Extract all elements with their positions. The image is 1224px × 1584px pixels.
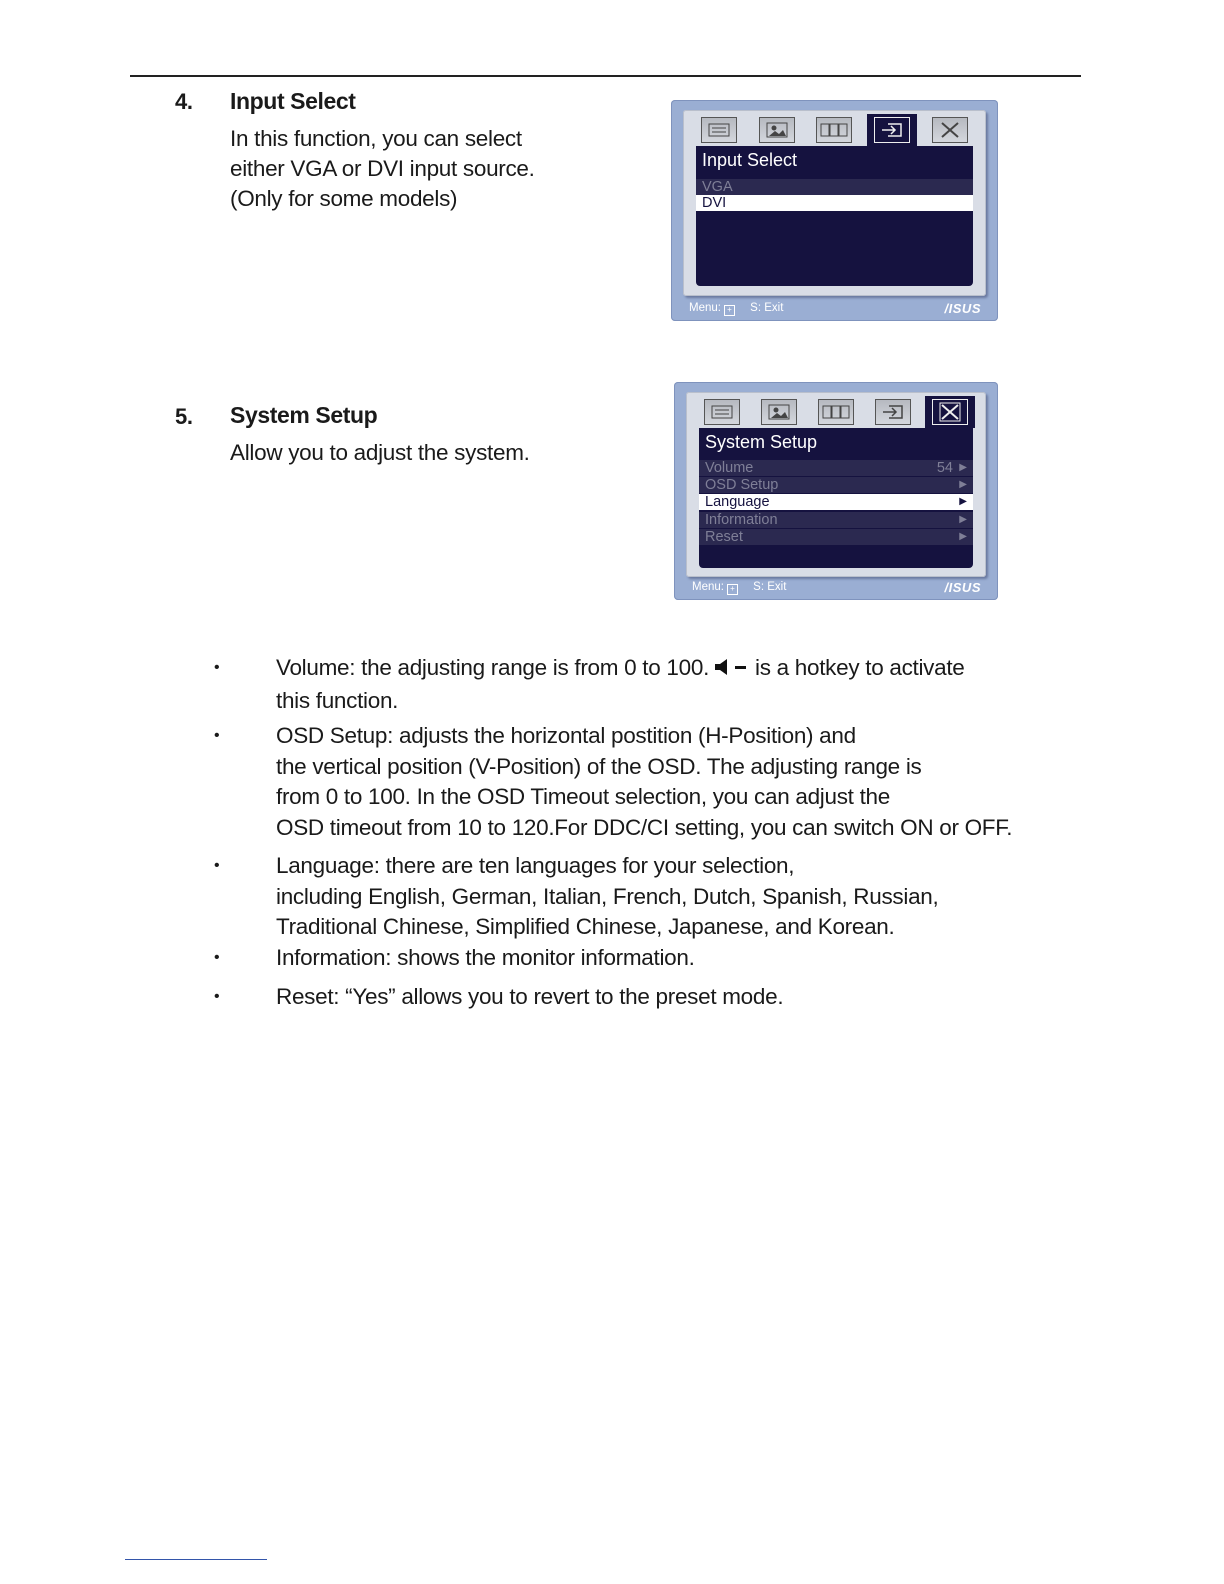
osd-item-volume[interactable] bbox=[699, 460, 973, 476]
bullet-glyph: • bbox=[214, 659, 220, 676]
arrow-right-icon: ▶ bbox=[959, 531, 967, 542]
asus-logo: /ISUS bbox=[944, 301, 981, 316]
image-icon bbox=[761, 399, 797, 425]
osd-tab-bar bbox=[694, 114, 975, 146]
osd-frame bbox=[686, 392, 986, 577]
osd-footer bbox=[692, 581, 786, 595]
osd-screen bbox=[699, 428, 973, 568]
osd-tab-adjust bbox=[694, 114, 745, 146]
bullet-line: OSD timeout from 10 to 120.For DDC/CI setting, you can switch ON or OFF. bbox=[276, 814, 1013, 840]
bullet-glyph: • bbox=[214, 727, 220, 744]
system-setup-icon bbox=[932, 117, 968, 143]
osd-tab-system bbox=[925, 396, 975, 428]
section-5-body bbox=[230, 438, 530, 468]
bullet-line: including English, German, Italian, French, Dutch, Spanish, Russian, bbox=[276, 883, 939, 909]
section-4-title: Input Select bbox=[230, 88, 356, 114]
osd-footer-exit: S: Exit bbox=[750, 302, 784, 314]
bottom-rule bbox=[125, 1559, 267, 1560]
input-icon bbox=[874, 117, 910, 143]
menu-key-icon: + bbox=[724, 305, 735, 316]
bullet-line: Language: there are ten languages for your selection, bbox=[276, 853, 795, 878]
osd-input-select-panel bbox=[671, 100, 998, 321]
osd-tab-input bbox=[868, 396, 918, 428]
bullet-reset bbox=[214, 982, 784, 1013]
section-4-body-line: (Only for some models) bbox=[230, 186, 458, 211]
bullet-osd-setup bbox=[214, 721, 1013, 843]
section-5-number: 5. bbox=[175, 404, 193, 429]
input-icon bbox=[875, 399, 911, 425]
osd-item-vga[interactable] bbox=[696, 179, 973, 195]
arrow-right-icon: ▶ bbox=[959, 514, 967, 525]
bullet-line: from 0 to 100. In the OSD Timeout selection, you can adjust the bbox=[276, 784, 890, 809]
osd-item-dvi[interactable] bbox=[696, 195, 973, 211]
bullet-line bbox=[276, 653, 965, 686]
arrow-right-icon: ▶ bbox=[959, 496, 967, 507]
adjust-icon bbox=[701, 117, 737, 143]
osd-footer-exit: S: Exit bbox=[753, 581, 787, 593]
section-4-body-line: In this function, you can select bbox=[230, 126, 522, 151]
section-4-body-line: either VGA or DVI input source. bbox=[230, 156, 535, 181]
rgb-icon bbox=[816, 117, 852, 143]
section-4-body bbox=[230, 124, 535, 214]
osd-title: System Setup bbox=[705, 432, 818, 452]
arrow-right-icon: ▶ bbox=[959, 479, 967, 490]
osd-title: Input Select bbox=[702, 150, 798, 170]
osd-tab-bar bbox=[697, 396, 975, 428]
osd-item-label: VGA bbox=[702, 179, 733, 195]
bullet-language bbox=[214, 851, 939, 943]
bullet-volume bbox=[214, 653, 965, 716]
osd-tab-adjust bbox=[697, 396, 747, 428]
system-setup-icon bbox=[932, 399, 968, 425]
speaker-minus-icon bbox=[713, 655, 751, 686]
osd-tab-rgb bbox=[811, 396, 861, 428]
arrow-right-icon: ▶ bbox=[959, 462, 967, 473]
rgb-icon bbox=[818, 399, 854, 425]
osd-item-language[interactable] bbox=[699, 494, 973, 510]
bullet-line: Traditional Chinese, Simplified Chinese, Japanese, and Korean. bbox=[276, 914, 895, 939]
adjust-icon bbox=[704, 399, 740, 425]
asus-logo: /ISUS bbox=[944, 580, 981, 595]
osd-tab-input bbox=[867, 114, 918, 146]
bullet-line: Reset: “Yes” allows you to revert to the preset mode. bbox=[276, 984, 784, 1009]
osd-frame bbox=[683, 110, 986, 296]
section-5-title: System Setup bbox=[230, 402, 378, 428]
osd-item-label: Volume bbox=[705, 460, 754, 476]
bullet-line: OSD Setup: adjusts the horizontal postition (H-Position) and bbox=[276, 723, 856, 748]
section-4-number: 4. bbox=[175, 89, 193, 114]
bullet-glyph: • bbox=[214, 857, 220, 874]
osd-tab-image bbox=[752, 114, 803, 146]
bullet-line: Information: shows the monitor information. bbox=[276, 945, 695, 970]
osd-item-osd-setup[interactable] bbox=[699, 477, 973, 493]
osd-item-information[interactable] bbox=[699, 512, 973, 528]
osd-footer-menu: Menu: bbox=[689, 302, 721, 314]
osd-screen bbox=[696, 146, 973, 286]
image-icon bbox=[759, 117, 795, 143]
osd-item-reset[interactable] bbox=[699, 529, 973, 545]
bullet-line: this function. bbox=[276, 687, 399, 713]
volume-text: Volume: the adjusting range is from 0 to 100. bbox=[276, 655, 710, 680]
osd-system-setup-panel bbox=[674, 382, 998, 600]
osd-footer-menu: Menu: bbox=[692, 581, 724, 593]
osd-item-label: Reset bbox=[705, 529, 743, 545]
osd-tab-rgb bbox=[809, 114, 860, 146]
top-rule bbox=[130, 75, 1081, 77]
osd-item-label: Information bbox=[705, 512, 778, 528]
bullet-information bbox=[214, 943, 695, 974]
menu-key-icon: + bbox=[727, 584, 738, 595]
volume-text-after: is a hotkey to activate bbox=[755, 655, 965, 680]
bullet-glyph: • bbox=[214, 949, 220, 966]
osd-footer bbox=[689, 302, 783, 316]
bullet-line: the vertical position (V-Position) of the OSD. The adjusting range is bbox=[276, 753, 922, 779]
osd-tab-system bbox=[924, 114, 975, 146]
osd-item-label: OSD Setup bbox=[705, 477, 779, 493]
bullet-glyph: • bbox=[214, 988, 220, 1005]
osd-tab-image bbox=[754, 396, 804, 428]
section-5-body-line: Allow you to adjust the system. bbox=[230, 440, 530, 465]
osd-item-label: DVI bbox=[702, 195, 727, 211]
osd-item-value: 54 bbox=[936, 460, 953, 476]
osd-item-label: Language bbox=[705, 494, 770, 510]
